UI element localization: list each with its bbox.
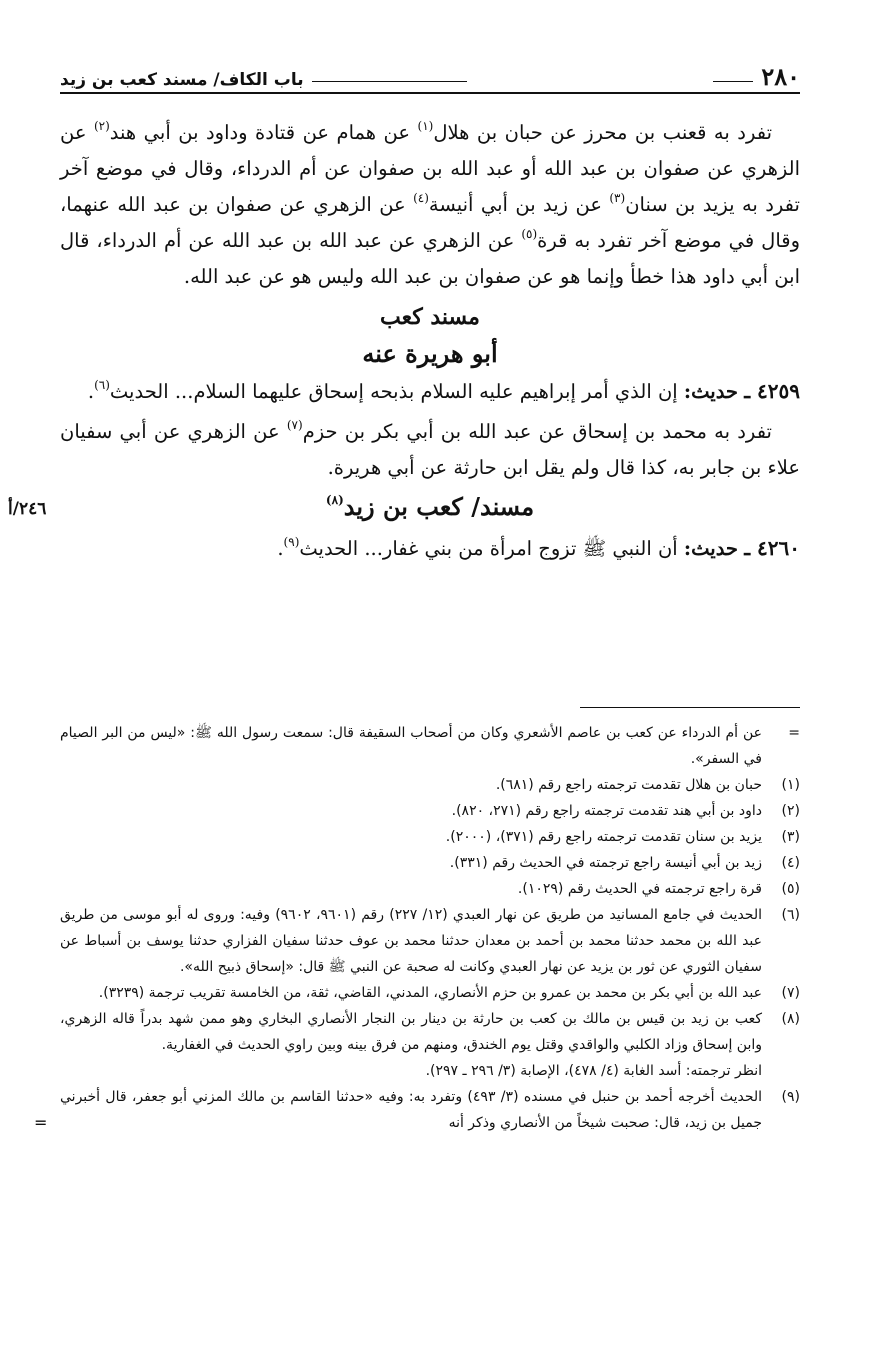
text-run: عن الزهري عن أبي سفيان علاء بن جابر به، كذا قال ولم يقل ابن حارثة عن أبي هريرة. [60, 420, 800, 479]
footnote-text: داود بن أبي هند تقدمت ترجمته راجع رقم (٢٧١، ٨٢٠). [451, 803, 762, 819]
footnote-mark: (٨) [781, 1011, 800, 1027]
hadith-number: ٤٢٦٠ ـ [744, 536, 800, 560]
header-dash [713, 81, 753, 82]
footnote-text: حبان بن هلال تقدمت ترجمته راجع رقم (٦٨١). [495, 777, 762, 793]
footnote-text: الحديث في جامع المسانيد من طريق عن نهار العبدي (١٢/ ٢٢٧) رقم (٩٦٠١، ٩٦٠٢) وفيه: وروى له أبو موسى من طريق عبد الله بن محمد حدثنا محمد بن أحمد بن معدان حدثنا محمد بن عوف حدثنا سفيان الفزاري حدثنا يوسف بن أسباط عن سفيان الثوري عن ثور بن يزيد عن نهار العبدي وكانت له صحبة عن النبي ﷺ قال: «إسحاق ذبيح الله». [60, 907, 762, 975]
footnote-ref[interactable]: (٧) [286, 417, 303, 432]
footnote-item [60, 902, 800, 980]
hadith-number: ٤٢٥٩ ـ [744, 379, 800, 403]
text-run: عن همام عن قتادة وداود بن أبي هند [109, 121, 418, 144]
footnote-item [60, 772, 800, 798]
footnote-mark: (١) [781, 777, 800, 793]
text-run: تفرد به محمد بن إسحاق عن عبد الله بن أبي بكر بن حزم [302, 420, 772, 443]
section-heading: مسند كعب [380, 304, 480, 330]
footnote-item [60, 824, 800, 850]
header-dash-long [312, 81, 467, 82]
text-run: تفرد به قعنب بن محرز عن حبان بن هلال [433, 121, 772, 144]
footnote-separator [580, 707, 800, 708]
footnote-text: كعب بن زيد بن قيس بن مالك بن كعب بن حارثة بن دينار بن النجار الأنصاري البخاري وهو ممن شهد بدراً قاله الزهري، وابن إسحاق وزاد الكلبي والواقدي وقتل يوم الخندق، ومنهم من فرق بينه وبين راوي الحديث في الغفارية. [60, 1011, 762, 1053]
footnote-continuation [60, 720, 800, 772]
footnote-ref[interactable]: (٩) [283, 534, 300, 549]
text-run: عن الزهري عن صفوان بن عبد الله أو عبد الله بن صفوان عن أم الدرداء، وقال في موضع آخر تفرد به يزيد بن سنان [60, 121, 800, 216]
footnote-item [34, 1084, 800, 1136]
main-text [8, 115, 800, 567]
hadith-label: حديث: [683, 537, 738, 560]
footnote-ref[interactable]: (٨) [325, 493, 344, 507]
hadith-text: إن الذي أمر إبراهيم عليه السلام بذبحه إسحاق عليهما السلام... الحديث [109, 380, 684, 403]
musnad-heading [8, 488, 800, 526]
footnote-text: زيد بن أبي أنيسة راجع ترجمته في الحديث رقم (٣٣١). [449, 855, 762, 871]
hadith-text: أن النبي ﷺ تزوج امرأة من بني غفار... الحديث [299, 537, 684, 560]
footnote-text: انظر ترجمته: أسد الغابة (٤/ ٤٧٨)، الإصابة (٣/ ٢٩٦ ـ ٢٩٧). [425, 1063, 762, 1079]
text-run: عن الزهري عن عبد الله بن عبد الله عن أم الدرداء، قال ابن أبي داود هذا خطأ وإنما هو عن صفوان بن عبد الله وليس هو عن عبد الله. [60, 229, 800, 288]
header-rule [60, 92, 800, 94]
footnote-text: يزيد بن سنان تقدمت ترجمته راجع رقم (٣٧١)، (٢٠٠٠). [445, 829, 762, 845]
footnote-text: عبد الله بن أبي بكر بن محمد بن عمرو بن حزم الأنصاري، المدني، القاضي، ثقة، من الخامسة تقريب ترجمة (٣٢٣٩). [98, 985, 762, 1001]
footnote-item [60, 876, 800, 902]
footnote-item [60, 980, 800, 1006]
paragraph-2 [60, 414, 800, 486]
footnote-item [60, 1058, 800, 1084]
continuation-mark: = [788, 725, 800, 741]
margin-folio-ref: ٢٤٦/أ [8, 499, 47, 519]
footnote-mark: (٣) [781, 829, 800, 845]
running-header [60, 53, 800, 89]
footnote-item [60, 798, 800, 824]
hadith-4259 [60, 373, 800, 410]
footnote-ref[interactable]: (٥) [521, 226, 538, 241]
sub-heading: أبو هريرة عنه [362, 339, 498, 368]
footnote-ref[interactable]: (٢) [93, 118, 110, 133]
chapter-title: باب الكاف/ مسند كعب بن زيد [60, 70, 304, 90]
footnote-text: الحديث أخرجه أحمد بن حنبل في مسنده (٣/ ٤٩٣) وتفرد به: وفيه «حدثنا القاسم بن مالك المزني أبو جعفر، قال أخبرني جميل بن زيد، قال: صحبت شيخاً من الأنصاري وذكر أنه [60, 1089, 763, 1131]
footnote-ref[interactable]: (٤) [413, 190, 429, 205]
footnotes [34, 720, 800, 1136]
continuation-end-mark: = [34, 1113, 48, 1132]
footnote-ref[interactable]: (٣) [609, 190, 626, 205]
footnote-item [60, 1006, 800, 1058]
text-run: عن زيد بن أبي أنيسة [428, 193, 610, 216]
footnote-text: قرة راجع ترجمته في الحديث رقم (١٠٢٩). [517, 881, 762, 897]
hadith-4260 [60, 530, 800, 567]
footnote-mark: (٤) [781, 855, 800, 871]
footnote-ref[interactable]: (٦) [94, 377, 110, 392]
footnote-ref[interactable]: (١) [417, 118, 434, 133]
page-number: ٢٨٠ [761, 62, 800, 91]
paragraph-1 [60, 115, 800, 295]
hadith-label: حديث: [683, 380, 738, 403]
footnote-mark: (٢) [781, 803, 800, 819]
footnote-text: عن أم الدرداء عن كعب بن عاصم الأشعري وكان من أصحاب السقيفة قال: سمعت رسول الله ﷺ: «ليس من البر الصيام في السفر». [60, 725, 762, 767]
footnote-item [60, 850, 800, 876]
heading-text: مسند/ كعب بن زيد [343, 492, 535, 521]
text-run: . [87, 380, 95, 403]
footnote-mark: (٥) [781, 881, 800, 897]
footnote-mark: (٦) [781, 907, 800, 923]
footnote-mark: (٧) [781, 985, 800, 1001]
text-run: عن الزهري عن صفوان بن عبد الله عنهما، وقال في موضع آخر تفرد به قرة [60, 193, 800, 252]
footnote-mark: (٩) [781, 1089, 800, 1105]
text-run: . [277, 537, 284, 560]
book-page [8, 45, 800, 1345]
